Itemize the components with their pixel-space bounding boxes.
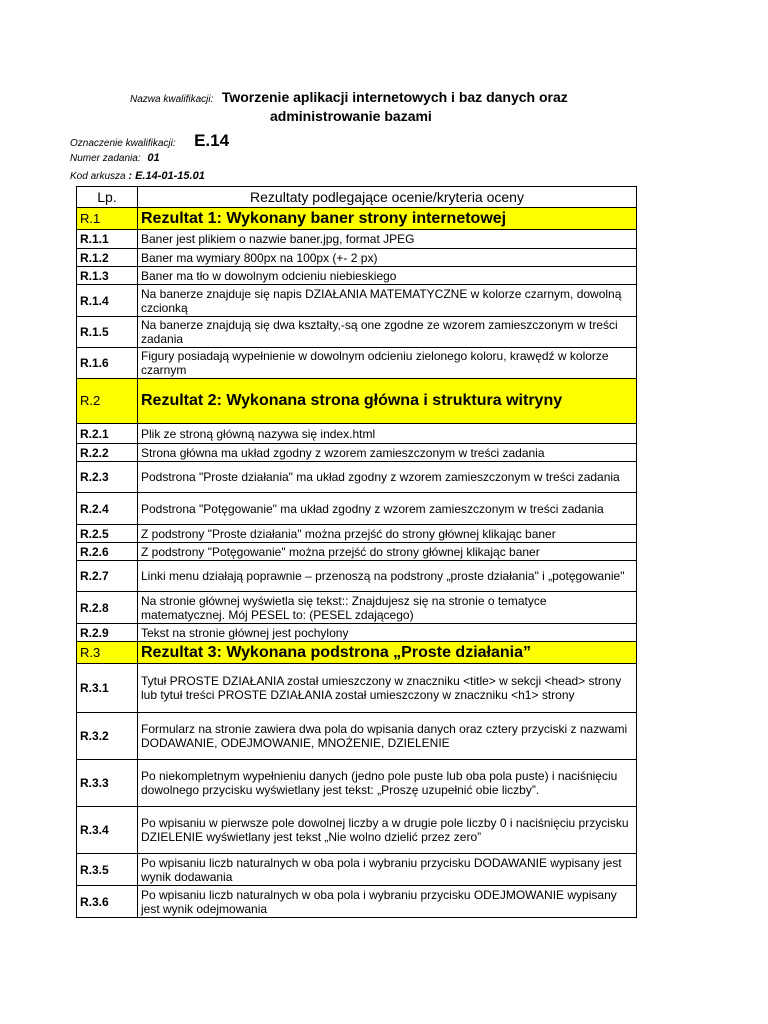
criterion-id: R.2.5 <box>77 525 138 543</box>
criterion-id: R.1.3 <box>77 267 138 285</box>
criterion-row <box>77 249 637 267</box>
criterion-id: R.1.4 <box>77 285 138 317</box>
criterion-id: R.2.4 <box>77 493 138 525</box>
criterion-row <box>77 807 637 854</box>
column-header-results: Rezultaty podlegające ocenie/kryteria oceny <box>138 187 637 208</box>
criterion-text: Figury posiadają wypełnienie w dowolnym odcieniu zielonego koloru, krawędź w kolorze czarnym <box>138 348 637 379</box>
criterion-id: R.2.6 <box>77 543 138 561</box>
task-number <box>70 152 160 164</box>
criterion-text: Na banerze znajdują się dwa kształty,-są one zgodne ze wzorem zamieszczonym w treści zadania <box>138 317 637 348</box>
criterion-id: R.3.4 <box>77 807 138 854</box>
criterion-id: R.2 <box>77 379 138 424</box>
criterion-row <box>77 348 637 379</box>
criterion-id: R.3.1 <box>77 664 138 713</box>
criterion-row <box>77 760 637 807</box>
criterion-row <box>77 230 637 249</box>
qualification-name-line2: administrowanie bazami <box>270 108 432 124</box>
criterion-text: Formularz na stronie zawiera dwa pola do wpisania danych oraz cztery przyciski z nazwami DODAWANIE, ODEJMOWANIE, MNOŻENIE, DZIELENIE <box>138 713 637 760</box>
criteria-table-body <box>77 208 637 918</box>
criterion-text: Na stronie głównej wyświetla się tekst:: Znajdujesz się na stronie o tematyce matematycznej. Mój PESEL to: (PESEL zdającego) <box>138 592 637 624</box>
criterion-text: Po niekompletnym wypełnieniu danych (jedno pole puste lub oba pola puste) i naciśnięciu dowolnego przycisku wyświetlany jest tekst: „Proszę uzupełnić obie liczby”. <box>138 760 637 807</box>
criterion-id: R.2.9 <box>77 624 138 642</box>
criterion-id: R.3.3 <box>77 760 138 807</box>
criterion-text: Po wpisaniu w pierwsze pole dowolnej liczby a w drugie pole liczby 0 i naciśnięciu przycisku DZIELENIE wyświetlany jest tekst „Nie wolno dzielić przez zero” <box>138 807 637 854</box>
criterion-id: R.2.8 <box>77 592 138 624</box>
task-number-value: 01 <box>147 152 160 164</box>
criterion-text: Rezultat 3: Wykonana podstrona „Proste działania” <box>138 642 637 664</box>
criterion-text: Baner jest plikiem o nazwie baner.jpg, format JPEG <box>138 230 637 249</box>
criterion-row <box>77 525 637 543</box>
criterion-text: Tytuł PROSTE DZIAŁANIA został umieszczony w znaczniku <title> w sekcji <head> strony lub tytuł treści PROSTE DZIAŁANIA został umieszczony w znaczniku <h1> strony <box>138 664 637 713</box>
qualification-name-value: Tworzenie aplikacji internetowych i baz danych oraz <box>221 89 568 105</box>
criterion-id: R.1.2 <box>77 249 138 267</box>
criterion-text: Baner ma wymiary 800px na 100px (+- 2 px) <box>138 249 637 267</box>
criterion-id: R.2.3 <box>77 462 138 493</box>
criterion-text: Rezultat 1: Wykonany baner strony internetowej <box>138 208 637 230</box>
criterion-row <box>77 624 637 642</box>
qualification-code-value: E.14 <box>194 131 230 150</box>
sheet-code <box>70 170 205 182</box>
criterion-id: R.3.5 <box>77 854 138 886</box>
criterion-id: R.1 <box>77 208 138 230</box>
criterion-row <box>77 317 637 348</box>
criterion-row <box>77 462 637 493</box>
result-row <box>77 208 637 230</box>
criterion-row <box>77 424 637 444</box>
criterion-id: R.2.7 <box>77 561 138 592</box>
criterion-id: R.1.6 <box>77 348 138 379</box>
criterion-row <box>77 285 637 317</box>
criterion-text: Podstrona "Proste działania" ma układ zgodny z wzorem zamieszczonym w treści zadania <box>138 462 637 493</box>
criterion-row <box>77 592 637 624</box>
criterion-text: Tekst na stronie głównej jest pochylony <box>138 624 637 642</box>
criterion-id: R.2.1 <box>77 424 138 444</box>
criterion-text: Linki menu działają poprawnie – przenoszą na podstrony „proste działania" i „potęgowanie" <box>138 561 637 592</box>
criterion-id: R.3.2 <box>77 713 138 760</box>
criterion-text: Z podstrony "Potęgowanie" można przejść do strony głównej klikając baner <box>138 543 637 561</box>
criterion-text: Po wpisaniu liczb naturalnych w oba pola i wybraniu przycisku ODEJMOWANIE wypisany jest wynik odejmowania <box>138 886 637 918</box>
criterion-text: Podstrona "Potęgowanie" ma układ zgodny z wzorem zamieszczonym w treści zadania <box>138 493 637 525</box>
criterion-id: R.1.5 <box>77 317 138 348</box>
criterion-row <box>77 886 637 918</box>
criterion-id: R.1.1 <box>77 230 138 249</box>
criterion-id: R.3.6 <box>77 886 138 918</box>
criterion-text: Po wpisaniu liczb naturalnych w oba pola i wybraniu przycisku DODAWANIE wypisany jest wynik dodawania <box>138 854 637 886</box>
sheet-code-value: : E.14-01-15.01 <box>128 170 205 182</box>
criterion-id: R.2.2 <box>77 444 138 462</box>
criterion-row <box>77 854 637 886</box>
criterion-row <box>77 561 637 592</box>
criterion-row <box>77 267 637 285</box>
result-row <box>77 379 637 424</box>
criterion-row <box>77 444 637 462</box>
criterion-id: R.3 <box>77 642 138 664</box>
criterion-row <box>77 493 637 525</box>
task-number-label: Numer zadania: <box>70 153 141 164</box>
criterion-row <box>77 713 637 760</box>
criteria-table-header <box>77 187 637 208</box>
criteria-table <box>76 186 637 918</box>
criterion-text: Z podstrony "Proste działania" można przejść do strony głównej klikając baner <box>138 525 637 543</box>
criterion-row <box>77 664 637 713</box>
qualification-code-label: Oznaczenie kwalifikacji: <box>70 138 176 149</box>
criterion-text: Na banerze znajduje się napis DZIAŁANIA MATEMATYCZNE w kolorze czarnym, dowolną czcionką <box>138 285 637 317</box>
qualification-name-label: Nazwa kwalifikacji: <box>130 94 214 105</box>
criterion-text: Baner ma tło w dowolnym odcieniu niebieskiego <box>138 267 637 285</box>
qualification-code <box>70 131 229 151</box>
column-header-lp: Lp. <box>77 187 138 208</box>
criterion-text: Strona główna ma układ zgodny z wzorem zamieszczonym w treści zadania <box>138 444 637 462</box>
criterion-row <box>77 543 637 561</box>
result-row <box>77 642 637 664</box>
criterion-text: Rezultat 2: Wykonana strona główna i struktura witryny <box>138 379 637 424</box>
sheet-code-label: Kod arkusza <box>70 171 126 182</box>
qualification-name <box>130 89 568 107</box>
criterion-text: Plik ze stroną główną nazywa się index.html <box>138 424 637 444</box>
